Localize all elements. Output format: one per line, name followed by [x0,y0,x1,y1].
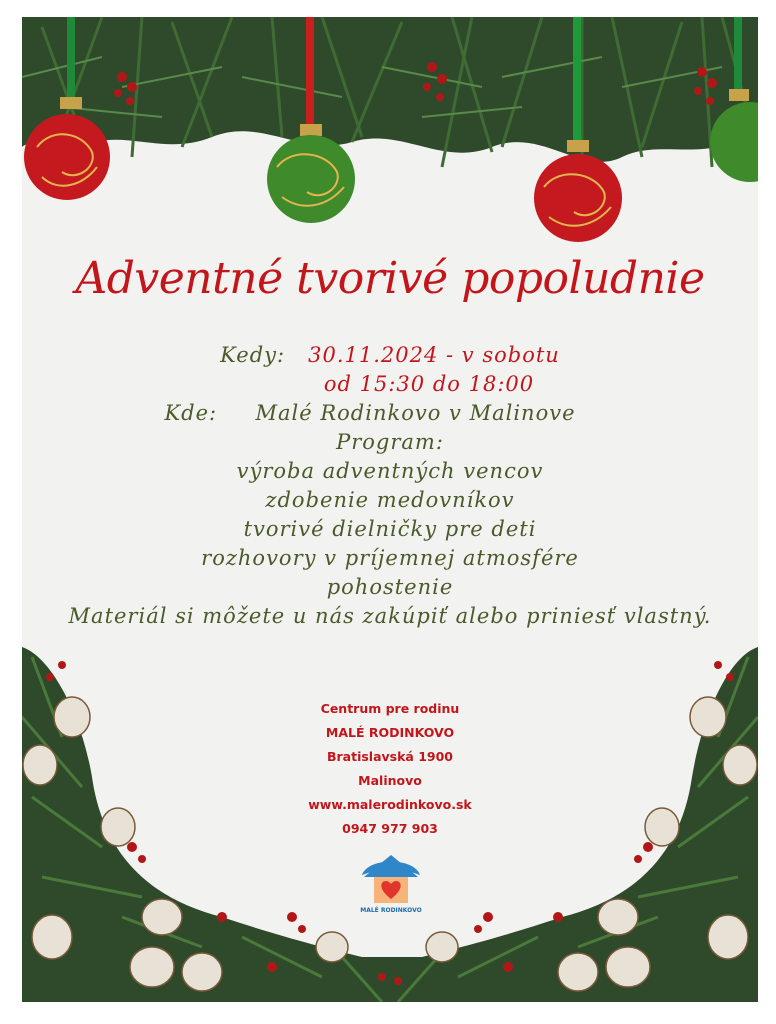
material-note: Materiál si môžete u nás zakúpiť alebo priniesť vlastný. [68,604,712,628]
program-item: tvorivé dielničky pre deti [243,517,537,541]
logo-text: MALÉ RODINKOVO [360,907,422,914]
where-label: Kde: [164,401,218,425]
event-place: Malé Rodinkovo v Malinove [255,401,576,425]
event-details [22,341,758,631]
when-time-row [22,370,758,399]
program-item: zdobenie medovníkov [265,488,515,512]
when-label: Kedy: [220,343,286,367]
where-row [22,399,758,428]
contact-website[interactable]: www.malerodinkovo.sk [308,797,472,812]
program-item: pohostenie [326,575,454,599]
contact-organization-type: Centrum pre rodinu [320,701,460,716]
program-item: rozhovory v príjemnej atmosfére [201,546,579,570]
event-title: Adventné tvorivé popoludnie [75,253,705,304]
program-heading: Program: [336,430,444,454]
organization-logo [356,849,426,921]
flyer-page [22,17,758,1002]
event-time: od 15:30 do 18:00 [323,372,535,396]
event-date: 30.11.2024 - v sobotu [308,343,560,367]
house-heart-icon [356,849,426,907]
program-item: výroba adventných vencov [236,459,544,483]
contact-block [22,697,758,841]
contact-phone[interactable]: 0947 977 903 [342,821,438,836]
contact-address: Bratislavská 1900 [326,749,454,764]
when-date-row [22,341,758,370]
contact-organization-name: MALÉ RODINKOVO [325,725,455,740]
contact-city: Malinovo [358,773,422,788]
